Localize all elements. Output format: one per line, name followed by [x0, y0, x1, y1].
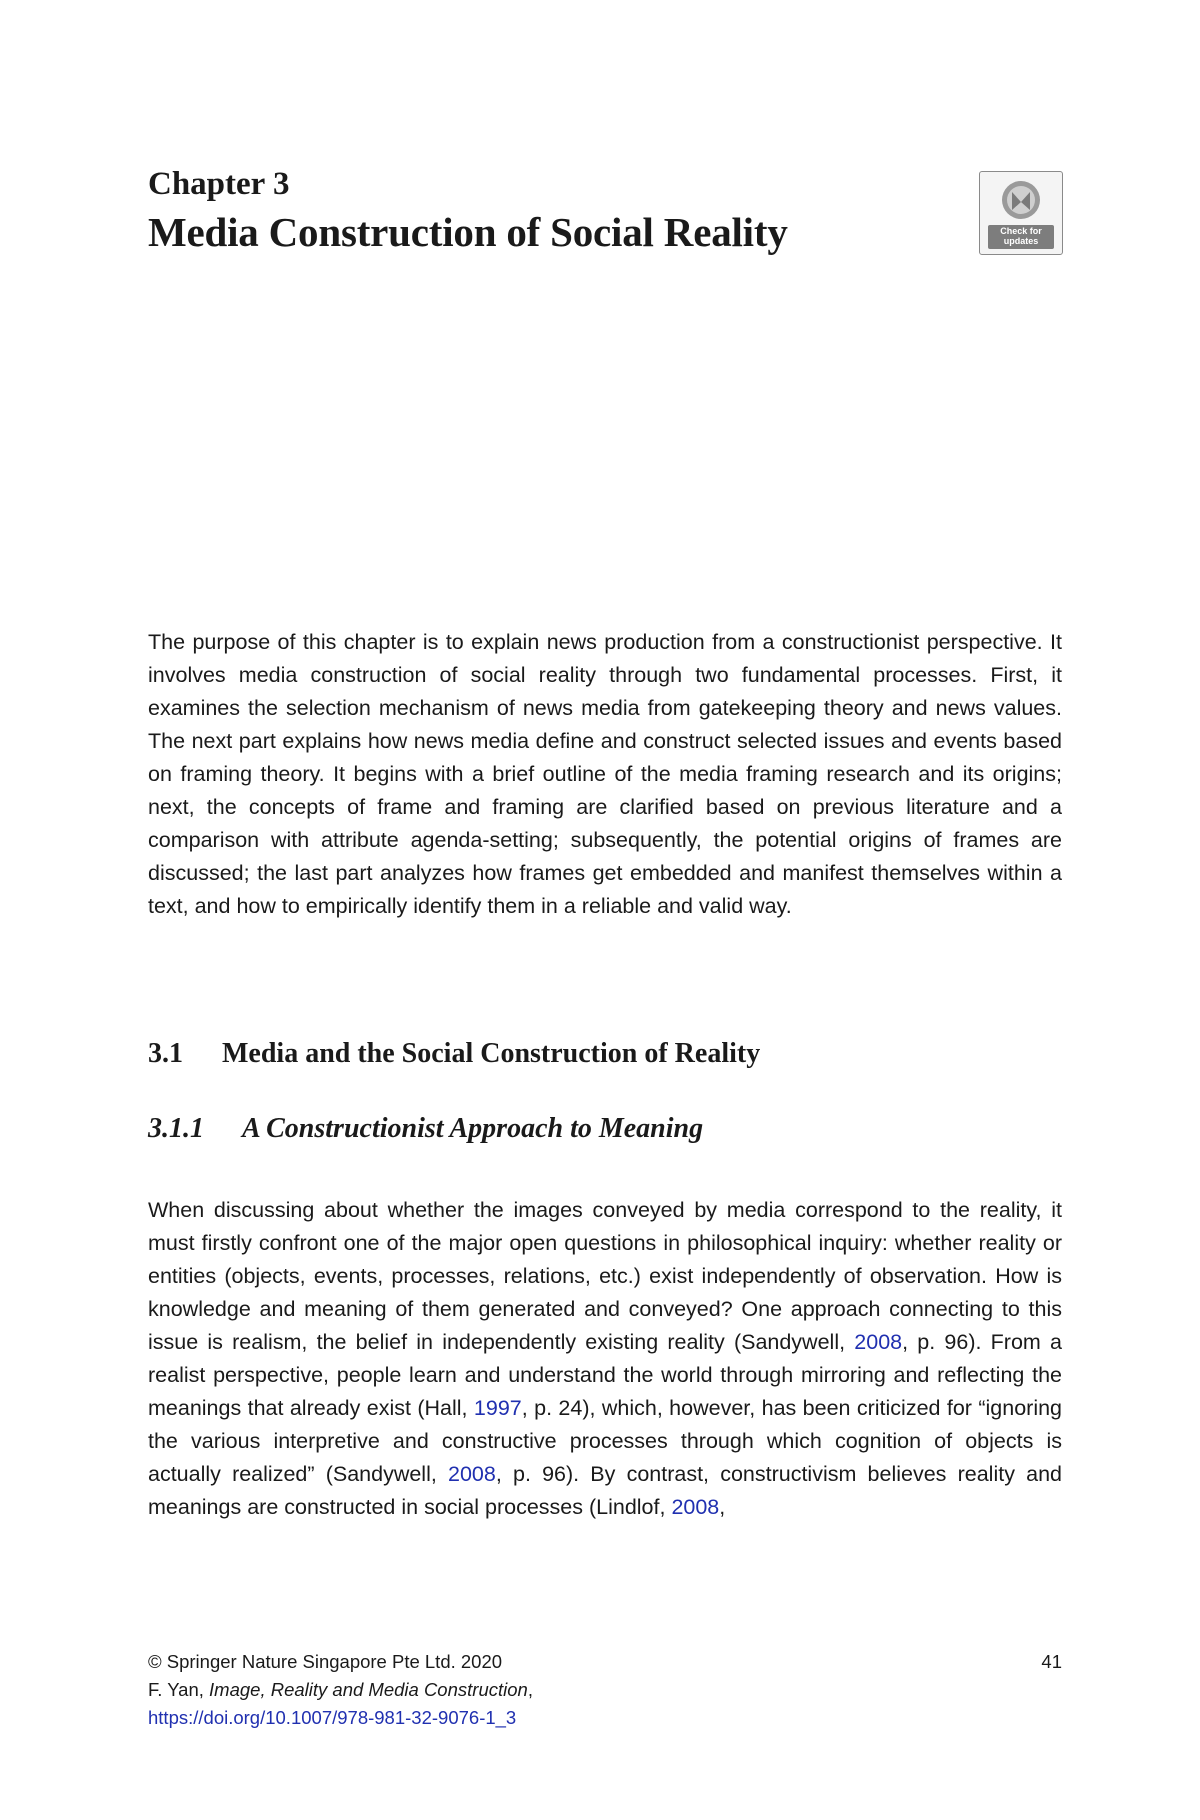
- chapter-label: Chapter 3: [148, 166, 290, 202]
- body-text-1: When discussing about whether the images conveyed by media correspond to the reality, it must firstly confront one of the major open questions in philosophical inquiry: whether reality or entities (objects, events, processes, relations, etc.) exist independently of observation. How is knowledge and meaning of them generated and conveyed? One approach connecting to this issue is realism, the belief in independently existing reality (Sandywell,: [148, 1198, 1062, 1354]
- crossmark-label: Check for updates: [988, 225, 1054, 249]
- citation-link[interactable]: 1997: [473, 1396, 522, 1420]
- copyright-notice: © Springer Nature Singapore Pte Ltd. 2020: [148, 1651, 503, 1672]
- citation-link[interactable]: 2008: [671, 1495, 720, 1519]
- section-heading: [148, 1040, 760, 1068]
- page-number: 41: [1041, 1651, 1062, 1672]
- doi-link[interactable]: https://doi.org/10.1007/978-981-32-9076-1_3: [148, 1707, 517, 1728]
- citation-link[interactable]: 2008: [854, 1330, 903, 1354]
- chapter-abstract: The purpose of this chapter is to explain news production from a constructionist perspective. It involves media construction of social reality through two fundamental processes. First, it examines the selection mechanism of news media from gatekeeping theory and news values. The next part explains how news media define and construct selected issues and events based on framing theory. It begins with a brief outline of the media framing research and its origins; next, the concepts of frame and framing are clarified based on previous literature and a comparison with attribute agenda-setting; subsequently, the potential origins of frames are discussed; the last part analyzes how frames get embedded and manifest themselves within a text, and how to empirically identify them in a reliable and valid way.: [148, 630, 1062, 918]
- body-text-3: , p. 24), which, however, has been criticized for “ignoring the various interpretive and constructive processes through which cognition of objects is actually realized” (Sandywell,: [148, 1396, 1063, 1486]
- citation-link[interactable]: 2008: [448, 1462, 496, 1486]
- book-title-suffix: ,: [527, 1679, 533, 1700]
- section-title: Media and the Social Construction of Reality: [222, 1038, 761, 1069]
- section-number: 3.1: [148, 1038, 183, 1069]
- subsection-title: A Constructionist Approach to Meaning: [242, 1113, 704, 1144]
- footer-info: [148, 1648, 533, 1732]
- crossmark-icon: [980, 172, 1064, 232]
- body-text-5: ,: [719, 1495, 726, 1519]
- book-reference: [148, 1676, 533, 1704]
- subsection-heading: [148, 1115, 703, 1143]
- body-text-2: , p. 96). From a realist perspective, people learn and understand the world through mirroring and reflecting the meanings that already exist (Hall,: [148, 1330, 1062, 1420]
- body-text-4: , p. 96). By contrast, constructivism believes reality and meanings are constructed in social processes (Lindlof,: [148, 1462, 1063, 1519]
- check-for-updates-badge[interactable]: [979, 171, 1063, 255]
- subsection-number: 3.1.1: [148, 1113, 204, 1144]
- body-paragraph: [148, 1194, 1062, 1524]
- book-title: Image, Reality and Media Construction: [209, 1679, 528, 1700]
- chapter-title: Media Construction of Social Reality: [148, 209, 788, 255]
- author-name: F. Yan,: [148, 1679, 210, 1700]
